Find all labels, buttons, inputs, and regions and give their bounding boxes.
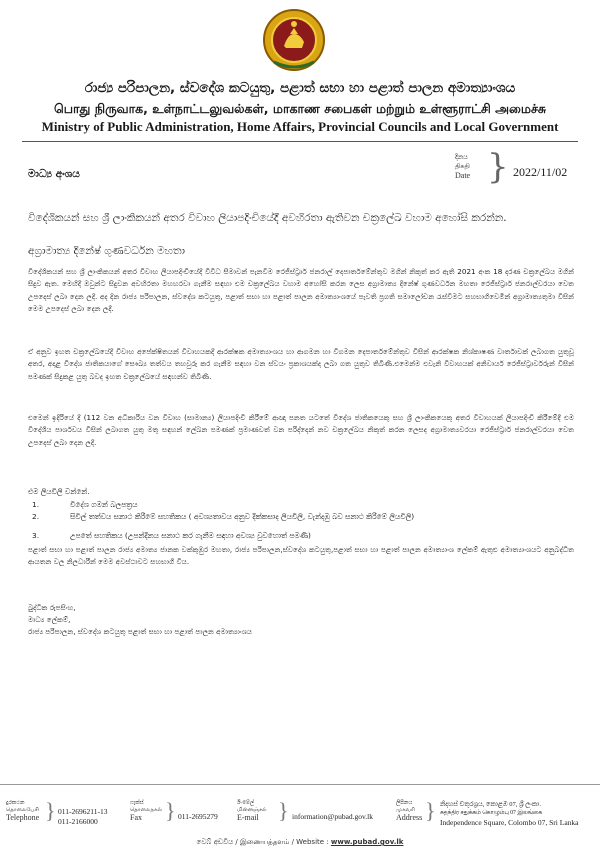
fax-label: ෆැක්ස් தொலைநகல் Fax <box>130 800 163 822</box>
paragraph-1: විදේශිකයන් සහ ශ්‍රී ලාංකිකයන් අතර විවාහ ලියාපදිංචියේදී විවිධ සීමාවන් පැනවීම රෙජිස්ට්‍රාර් ජනරාල් දෙපාර්තමේන්තුව මගින් නිකුත් කර ඇති 2021 අංක 18 දරණ චක්‍රලේඛය මගින් සිදුව ඇත. මෙහිදී ඔවුන්ට සිදුවන අවහිරතා මහහරවා ගැනීම සඳහා එම චක්‍රලේඛය වහාම අහෝසි කරන ලෙස අග්‍රාමාත්‍ය දිනේෂ් ගුණවර්ධන මහතා රෙජිස්ට්‍රාර් ජනරාල්වරයා වෙත උපදෙස් ලබා දෙන ලදී. අද දින රාජ්‍ය පරිපාලන, ස්වදේශ කටයුතු, පළාත් සභා හා පළාත් පාලන අමාත්‍යාංශයේ පැවති ප්‍රගති සමාලෝචන රැස්වීමට සහභාගිවෙමින් අග්‍රාමාත්‍යතුමා විසින් මෙම උපදෙස් ලබා දෙන ලදී. <box>28 267 574 314</box>
telephone-label: දුරකථන தொலைபேசி Telephone <box>6 800 40 822</box>
website-line <box>0 838 600 847</box>
subject: විදේශිකයන් සහ ශ්‍රී ලාංකිකයන් අතර විවාහ ලියාපදිංචියේදී අවහිරතා ඇතිවන චක්‍රලේඛ වහාම අහෝසි කරන්න. <box>28 212 507 224</box>
list-item-text: උපතේ සහතිකය (උපන්දිනය සනාථ කර ගැනීම සඳහා අවශ්‍ය වුවහොත් පමණි) <box>70 531 311 540</box>
list-item-number: 1. <box>32 500 40 509</box>
date-label: දිනය திகதி Date <box>455 153 471 180</box>
date-brace: } <box>487 147 509 187</box>
email-label: ඊ-මේල් மின்னஞ்சல் E-mail <box>237 800 267 822</box>
header-divider <box>22 141 578 142</box>
telephone-values: 011-2696211-13 011-2166000 <box>58 807 108 826</box>
paragraph-2: ඒ අනුව ඉහත චක්‍රලේඛයේදී විවාහ අපේක්ෂිතයන් විවාහයකදී ආරක්ෂක අමාත්‍යාංශය හා ආගමන හා විගමන දෙපාර්තමේන්තුව විසින් ආරක්ෂක නිශ්කාෂණ වාර්තාවක් ලබාගත යුතුවූ අතර, අදාළ විදේශ ජාතිකයාගේ සෞඛ්‍ය තත්වය තහවුරු කර ගැනීම සඳහා වන ස්වයං ප්‍රකාශයක්ද ලබා ගත යුතුව තිබිණි.එමෙන්ම එවැනි විවාහයක් අනිවාර්ය රෙජිස්ට්‍රාර්වරුන් විසින් පමණක් සිදුකළ යුතු බවද ඉහත චක්‍රලේඛයේ සඳහන්ව තිබිණි. <box>28 347 574 381</box>
ministry-name-sinhala: රාජ්‍ය පරිපාලන, ස්වදේශ කටයුතු, පළාත් සභා හා පළාත් පාලන අමාත්‍යාංශය <box>84 80 516 96</box>
media-division-label: මාධ්‍ය අංශය <box>28 168 80 180</box>
fax-value: 011-2695279 <box>178 812 218 821</box>
email-value: information@pubad.gov.lk <box>292 812 373 821</box>
website-link[interactable]: www.pubad.gov.lk <box>330 838 404 846</box>
paragraph-3: එමෙන් ඉදිරියේ දී (112 වන අධිකාරිය වන විවාහ (සාමාන්‍ය) ලියාපදිංචි කිරීමේ ආඥා පනත යටතේ විදේශ ජාතිකයෙකු සහ ශ්‍රී ලාංකිකයෙකු අතර විවාහයක් ලියාපදිංචි කිරීමේදී එම විදේශීය පාර්ශවය විසින් ලබාගත යුතු මතු සඳහන් ලේඛන පමණක් ප්‍රමාණවත් වන පරිද්දෙන් නව චක්‍රලේඛය නිකුත් කරන ලෙසද අග්‍රාමාත්‍යවරයා රෙජිස්ට්‍රාර් ජනරාල්වරයා වෙත උපදෙස් ලබා දෙන ලදී. <box>28 413 574 447</box>
signatory-title: මාධ්‍ය ලේකම්, <box>28 615 71 624</box>
footer-divider <box>0 784 600 785</box>
list-item-number: 3. <box>32 531 40 540</box>
signatory-ministry: රාජ්‍ය පරිපාලන, ස්වදේශ කටයුතු පළාත් සභා හා පළාත් පාලන අමාත්‍යාංශය <box>28 627 253 636</box>
list-item-text: විදේශ ගමන් බලපත්‍රය <box>70 500 138 509</box>
date-value: 2022/11/02 <box>513 165 568 179</box>
address-label: ලිපිනය முகவரி Address <box>396 800 423 822</box>
list-intro: එම ලියවිලි වන්නේ. <box>28 487 90 496</box>
address-value: නිදහස් චතුරශ්‍රය, කොළඹ 07, ශ්‍රී ලංකා. சுதந்திர சதுக்கம் கொழும்பு 07 இலங்கை Independence Square, Colombo 07, Sri Lanka <box>440 801 579 827</box>
closing-paragraph: පළාත් සභා හා පළාත් පාලන රාජ්‍ය අමාත්‍ය ජානක වක්කුඹුර මහතා, රාජ්‍ය පරිපාලන,ස්වදේශ කටයුතු,පළාත් සභා හා පළාත් පාලන අමාත්‍යාංශ ලේකම් ඇතුළු අමාත්‍යාංශයට අනුබද්ධිත ආයතන වල නිලධාරීන් මෙම අවස්ථාවට සහභාගී විය. <box>28 545 574 567</box>
footer: දුරකථන தொலைபேசி Telephone } 011-2696211-13 011-2166000 ෆැක්ස් தொலைநகல் Fax } 011-2695279 ඊ-මේල් மின்னஞ்சல் E-mail } information@pubad.gov.lk ලිපිනය முகவரி Address } නිදහස් චතුරශ්‍රය, කොළඹ 07, ශ්‍රී ලංකා. சுதந்திர சதுக்கம் கொழும்பு 07 இலங்கை Independence Square, Colombo 07, Sri Lanka <box>6 798 579 827</box>
website-prefix: වෙබ් අඩවිය / இணையத்தளம் / Website : <box>196 838 329 846</box>
ministry-name-tamil: பொது நிருவாக, உள்நாட்டலுவல்கள், மாகாண சபைகள் மற்றும் உள்ளூராட்சி அமைச்சு <box>53 101 547 116</box>
sri-lanka-emblem-icon <box>262 6 326 74</box>
ministry-name-english: Ministry of Public Administration, Home Affairs, Provincial Councils and Local Government <box>41 119 559 134</box>
list-item-number: 2. <box>32 512 40 521</box>
minister-name: අග්‍රාමාත්‍ය දිනේෂ් ගුණවර්ධන මහතා <box>28 245 185 257</box>
list-item-text: සිවිල් තත්වය සනාථ කිරීමේ සහතිකය ( අවශ්‍යතාවය අනුව දික්කසාද ලියවිලි, වැන්දඹු බව සනාථ කිරීමේ ලියවිලි) <box>70 512 415 521</box>
signatory-name: බුද්ධික රුපසිංහ, <box>28 603 76 612</box>
